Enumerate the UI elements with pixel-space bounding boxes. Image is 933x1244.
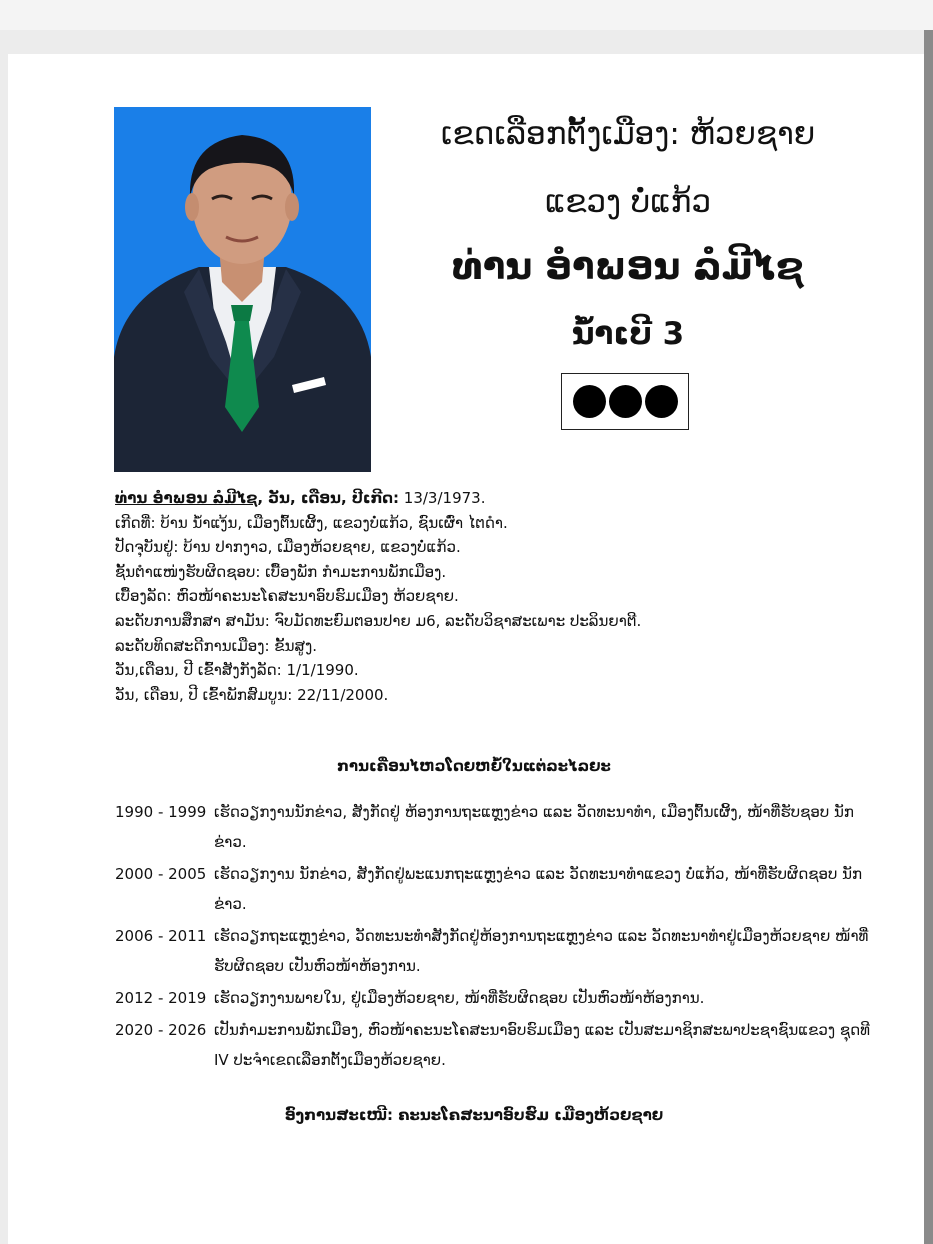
- timeline-years: 2012 - 2019: [115, 989, 207, 1007]
- ballot-dot-icon: [573, 385, 606, 418]
- timeline-desc: ເຮັດວຽກງານ ນັກຂ່າວ, ສັງກັດຢູ່ພະແນກຖະແຫຼງຂ່າວ ແລະ ວັດທະນາທໍາແຂວງ ບໍ່ແກ້ວ, ໜ້າທີ່ຮັບຜິດຊອບ ນັກຂ່າວ.: [214, 865, 863, 913]
- timeline-years: 2020 - 2026: [115, 1021, 207, 1039]
- scrollbar[interactable]: [924, 30, 933, 1244]
- province-line: ແຂວງ ບໍ່ແກ້ວ: [544, 184, 712, 220]
- candidate-number: ນໍ້າເບີ 3: [571, 316, 685, 352]
- candidate-name: ທ່ານ ອຳພອນ ລໍມີໄຊ: [452, 245, 804, 288]
- timeline-desc: ເຮັດວຽກຖະແຫຼງຂ່າວ, ວັດທະນະທໍາສັງກັດຢູ່ຫ້ອງການຖະແຫຼງຂ່າວ ແລະ ວັດທະນາທໍາຢູ່ເມືອງຫ້ວຍຊາຍ ໜ້າທີ່ຮັບຜິດຊອບ ເປັນຫົວໜ້າຫ້ອງການ.: [214, 927, 869, 975]
- bio-line: ລະດັບທິດສະດີການເມືອງ: ຂັ້ນສູງ.: [115, 636, 317, 655]
- bio-line: ວັນ, ເດືອນ, ປີ ເຂົ້າພັກສົມບູນ: 22/11/2000.: [115, 685, 389, 704]
- timeline: [115, 797, 875, 1077]
- bio-line: ຊັ້ນຕໍາແໜ່ງຮັບຜິດຊອບ: ເບື້ອງພັກ ກໍາມະການພັກເມືອງ.: [115, 562, 447, 581]
- timeline-title: ການເຄື່ອນໄຫວໂດຍຫຍໍ້ໃນແຕ່ລະໄລຍະ: [337, 757, 611, 775]
- timeline-item: [115, 983, 875, 1013]
- bio-line: ວັນ,ເດືອນ, ປີ ເຂົ້າສັງກັງລັດ: 1/1/1990.: [115, 661, 359, 680]
- bio-line: ປັດຈຸບັນຢູ່: ບ້ານ ປາກງາວ, ເມືອງຫ້ວຍຊາຍ, ແຂວງບໍ່ແກ້ວ.: [115, 538, 461, 557]
- timeline-item: [115, 797, 875, 857]
- candidate-photo: [114, 107, 371, 472]
- timeline-item: [115, 1015, 875, 1075]
- bio-line: ເກີດທີ່: ບ້ານ ນໍ້າແງ້ນ, ເມືອງຕົ້ນເຜິ້ງ, ແຂວງບໍ່ແກ້ວ, ຊົນເຜົ່າ ໄຕດຳ.: [115, 513, 508, 532]
- timeline-desc: ເປັນກໍາມະການພັກເມືອງ, ຫົວໜ້າຄະນະໂຄສະນາອົບຮົມເມືອງ ແລະ ເປັນສະມາຊິກສະພາປະຊາຊົນແຂວງ ຊຸດທີ IV ປະຈຳເຂດເລືອກຕັ້ງເມືອງຫ້ວຍຊາຍ.: [214, 1021, 870, 1069]
- top-band: [0, 0, 933, 30]
- candidate-header: [408, 114, 848, 354]
- timeline-years: 2006 - 2011: [115, 927, 207, 945]
- ballot-dot-icon: [609, 385, 642, 418]
- timeline-years: 1990 - 1999: [115, 803, 207, 821]
- bio-dob-label: , ວັນ, ເດືອນ, ປີເກີດ:: [257, 489, 400, 507]
- biography: [115, 486, 895, 707]
- bio-dob-value: 13/3/1973.: [399, 489, 486, 507]
- bio-name-line: [115, 486, 895, 511]
- bio-line: ເບື້ອງລັດ: ຫົວໜ້າຄະນະໂຄສະນາອົບຮົມເມືອງ ຫ້ວຍຊາຍ.: [115, 587, 459, 606]
- timeline-item: [115, 859, 875, 919]
- portrait-photo-icon: [114, 107, 371, 472]
- document-page: [8, 54, 924, 1244]
- district-line: ເຂດເລືອກຕັ້ງເມືອງ: ຫ້ວຍຊາຍ: [440, 116, 816, 152]
- ballot-mark: [561, 373, 689, 430]
- timeline-desc: ເຮັດວຽກງານພາຍໃນ, ຢູ່ເມືອງຫ້ວຍຊາຍ, ໜ້າທີ່ຮັບຜິດຊອບ ເປັນຫົວໜ້າຫ້ອງການ.: [214, 989, 705, 1007]
- bio-line: ລະດັບການສຶກສາ ສາມັນ: ຈົບມັດທະຍົມຕອນປາຍ ມ6, ລະດັບວິຊາສະເພາະ ປະລິນຍາຕີ.: [115, 611, 642, 630]
- timeline-item: [115, 921, 875, 981]
- ballot-dot-icon: [645, 385, 678, 418]
- proposal-line: ອົງການສະເໜີ: ຄະນະໂຄສະນາອົບຮົມ ເມືອງຫ້ວຍຊາຍ: [284, 1106, 664, 1124]
- timeline-desc: ເຮັດວຽກງານນັກຂ່າວ, ສັງກັດຢູ່ ຫ້ອງການຖະແຫຼງຂ່າວ ແລະ ວັດທະນາທໍາ, ເມືອງຕົ້ນເຜິ້ງ, ໜ້າທີ່ຮັບຊອບ ນັກຂ່າວ.: [214, 803, 854, 851]
- bio-name: ທ່ານ ອຳພອນ ລໍມີໄຊ: [115, 489, 258, 507]
- timeline-years: 2000 - 2005: [115, 865, 207, 883]
